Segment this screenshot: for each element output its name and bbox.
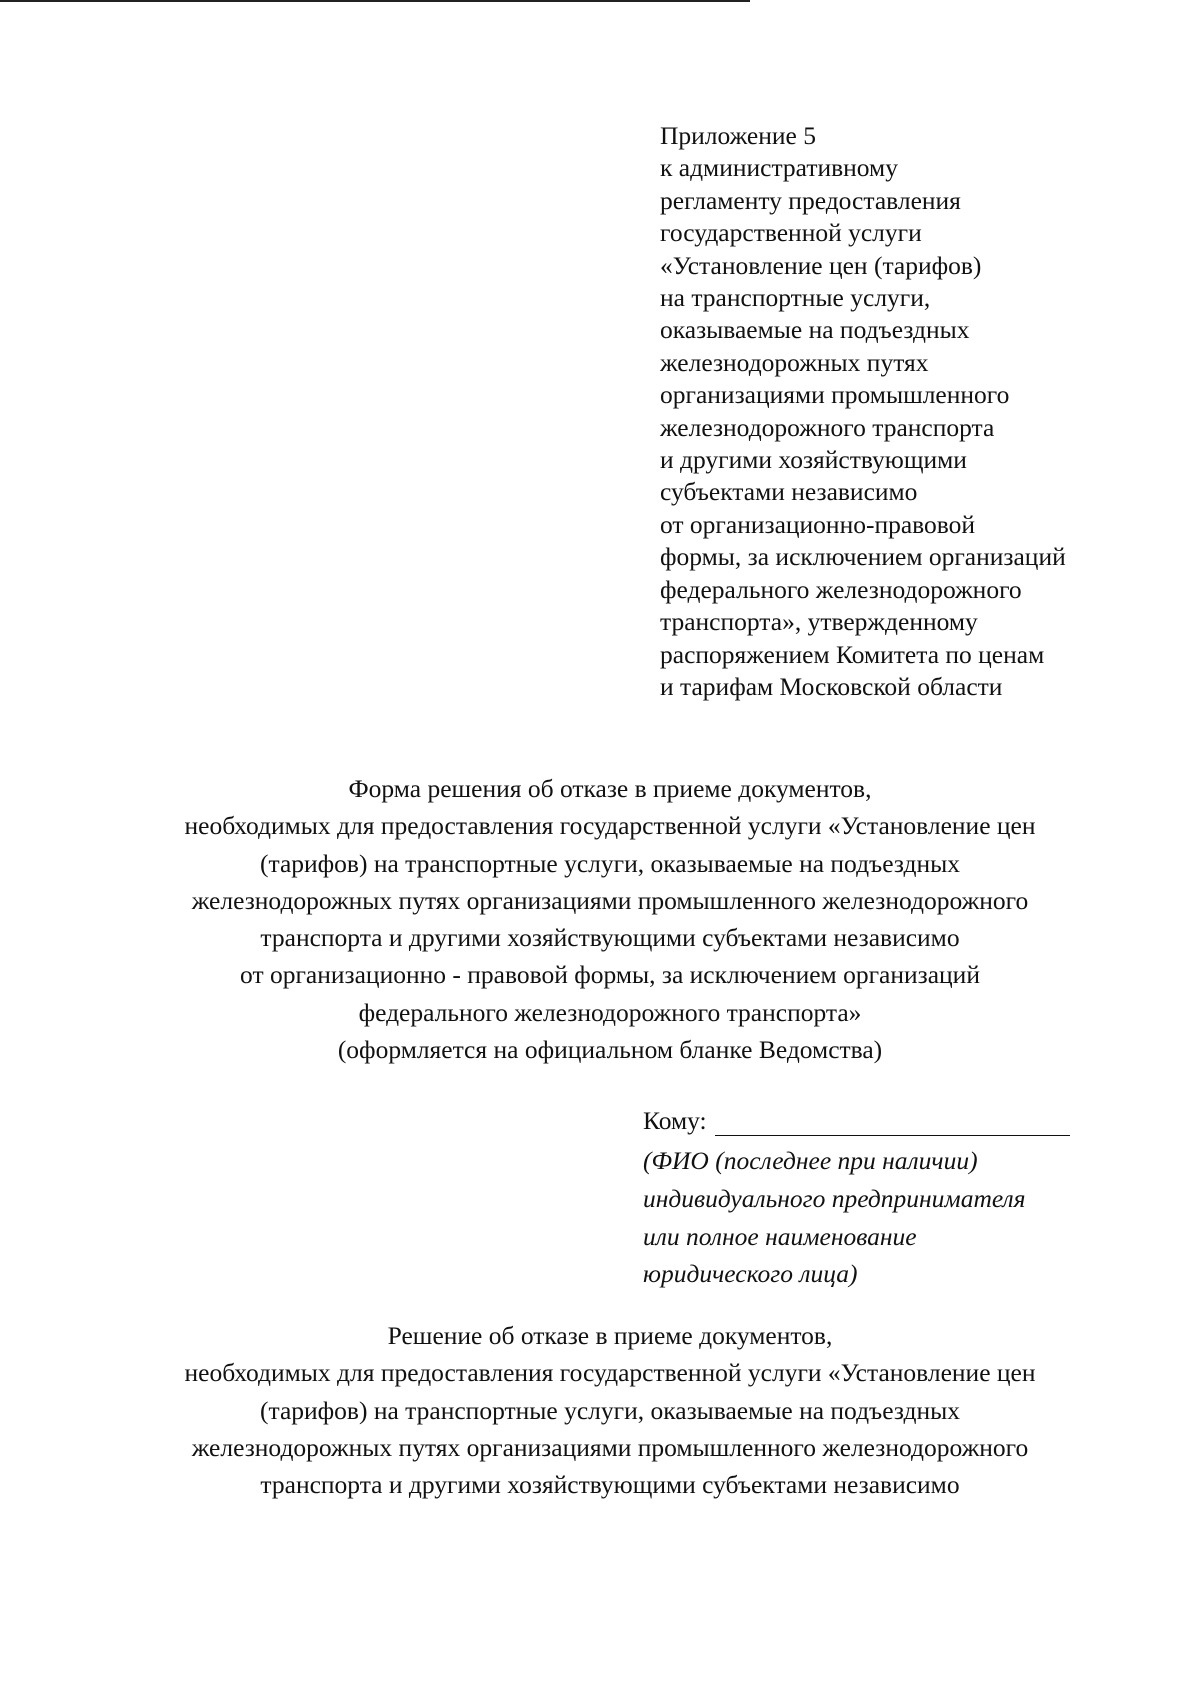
- form-note: (оформляется на официальном бланке Ведомства): [337, 1035, 883, 1065]
- decision-title-line: железнодорожных путях организациями промышленного железнодорожного: [191, 1432, 1029, 1462]
- form-title-line: транспорта и другими хозяйствующими субъектами независимо: [260, 923, 960, 953]
- appendix-line: и другими хозяйствующими: [660, 445, 967, 475]
- appendix-line: Приложение 5: [660, 121, 816, 150]
- form-title-line: федерального железнодорожного транспорта»: [358, 997, 862, 1027]
- appendix-line: железнодорожных путях: [660, 347, 929, 377]
- appendix-line: на транспортные услуги,: [660, 283, 931, 313]
- recipient-hint: [643, 1142, 1163, 1293]
- form-title-line: (тарифов) на транспортные услуги, оказываемые на подъездных: [260, 848, 960, 878]
- form-title-line: необходимых для предоставления государственной услуги «Установление цен: [184, 811, 1036, 841]
- appendix-line: федерального железнодорожного: [660, 574, 1022, 604]
- recipient-input[interactable]: [715, 1107, 1070, 1136]
- recipient-hint-line: индивидуального предпринимателя: [643, 1183, 1026, 1213]
- appendix-line: формы, за исключением организаций: [660, 542, 1066, 572]
- recipient-label: Кому:: [643, 1106, 707, 1135]
- appendix-line: от организационно-правовой: [660, 509, 976, 539]
- appendix-line: регламенту предоставления: [660, 185, 961, 215]
- form-title-line: от организационно - правовой формы, за исключением организаций: [240, 960, 980, 990]
- decision-title-line: (тарифов) на транспортные услуги, оказываемые на подъездных: [260, 1395, 960, 1425]
- appendix-line: государственной услуги: [660, 218, 922, 248]
- appendix-line: транспорта», утвержденному: [660, 607, 978, 637]
- appendix-line: к административному: [660, 153, 898, 183]
- appendix-line: распоряжением Комитета по ценам: [660, 639, 1045, 669]
- appendix-line: оказываемые на подъездных: [660, 315, 970, 345]
- appendix-line: железнодорожного транспорта: [660, 412, 995, 442]
- decision-title-line: транспорта и другими хозяйствующими субъектами независимо: [260, 1470, 960, 1500]
- form-title: [40, 770, 1180, 1068]
- decision-title: [40, 1317, 1180, 1503]
- form-title-line: Форма решения об отказе в приеме документов,: [348, 774, 872, 803]
- recipient-row: [643, 1098, 1163, 1136]
- recipient-hint-line: (ФИО (последнее при наличии): [643, 1146, 978, 1175]
- appendix-line: субъектами независимо: [660, 477, 918, 507]
- appendix-line: организациями промышленного: [660, 380, 1010, 410]
- decision-title-line: необходимых для предоставления государственной услуги «Установление цен: [184, 1358, 1036, 1388]
- appendix-line: и тарифам Московской области: [660, 671, 1003, 701]
- decision-title-line: Решение об отказе в приеме документов,: [387, 1321, 833, 1350]
- appendix-line: «Установление цен (тарифов): [660, 250, 982, 280]
- recipient-hint-line: или полное наименование: [643, 1221, 917, 1251]
- appendix-attribution: [660, 120, 1180, 703]
- form-title-line: железнодорожных путях организациями промышленного железнодорожного: [191, 885, 1029, 915]
- recipient-block: [643, 1098, 1163, 1293]
- recipient-hint-line: юридического лица): [643, 1259, 858, 1289]
- scan-top-border: [0, 0, 750, 2]
